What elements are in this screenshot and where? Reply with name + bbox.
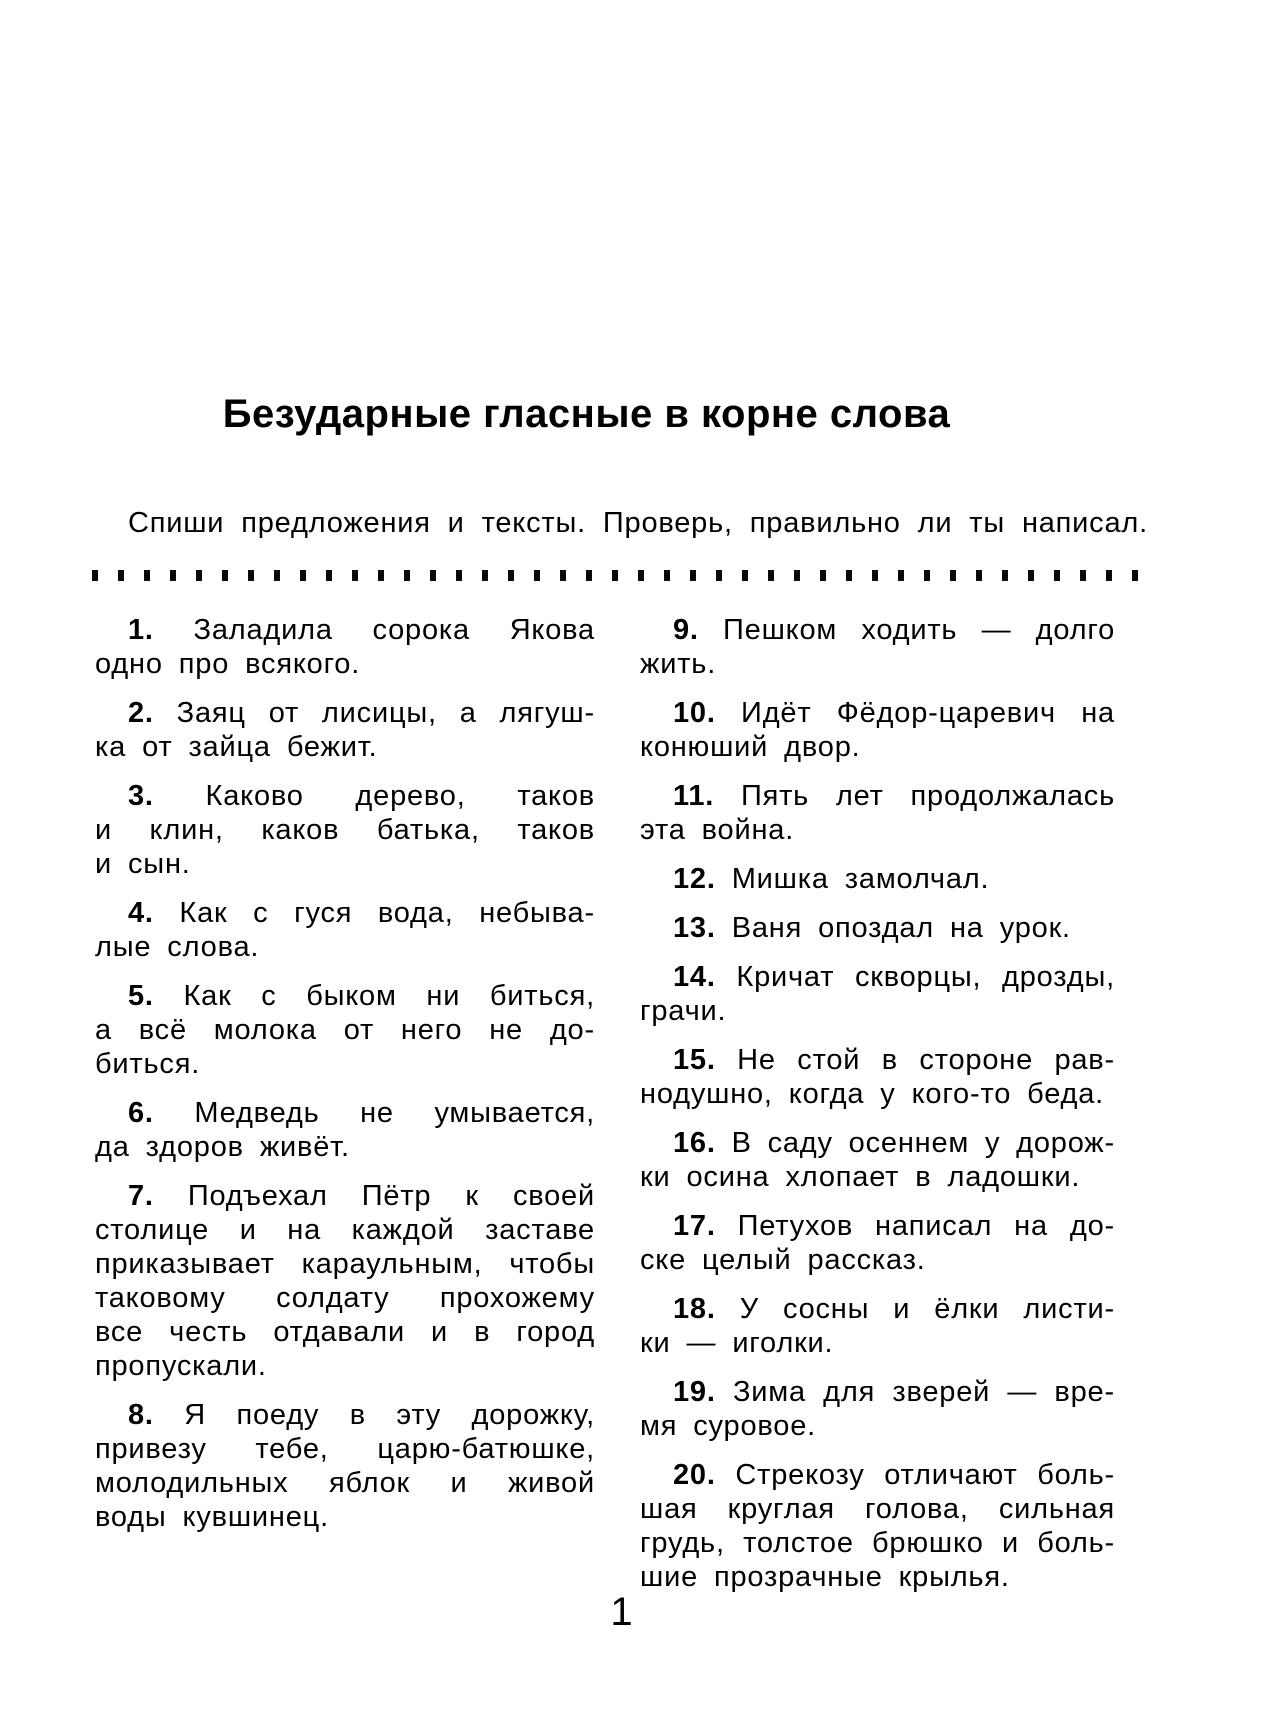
word: ладошки. — [947, 1161, 1081, 1193]
sentence-line — [640, 613, 1115, 647]
word: в — [349, 1399, 366, 1431]
right-column — [640, 613, 1115, 1594]
word: Стрекозу — [735, 1459, 865, 1491]
word: живой — [507, 1467, 595, 1499]
word: солдату — [276, 1282, 390, 1314]
word: сосны — [782, 1293, 870, 1325]
sentence-line — [95, 896, 595, 930]
word: ки — [640, 1161, 671, 1193]
word: шие — [640, 1561, 698, 1593]
word: мя — [640, 1410, 678, 1442]
word: Фёдор-царевич — [836, 697, 1056, 729]
word: лет — [835, 780, 884, 812]
sentence-line — [640, 647, 1115, 681]
sentence-line — [640, 1292, 1115, 1326]
word: дорож- — [1016, 1127, 1115, 1159]
item-number: 19. — [673, 1376, 716, 1408]
word: дерево, — [355, 780, 466, 812]
sentence-line — [95, 1281, 595, 1315]
word: всякого. — [245, 648, 361, 680]
sentence-line — [640, 1043, 1115, 1077]
word: опоздал — [818, 912, 934, 944]
word: брюшко — [872, 1527, 984, 1559]
item-number: 4. — [128, 897, 154, 929]
word: зайца — [188, 731, 271, 763]
sentence-line — [95, 1500, 595, 1534]
word: и — [450, 1467, 468, 1499]
sentence-item — [640, 1043, 1115, 1111]
item-number: 13. — [673, 912, 716, 944]
sentence-line — [95, 1047, 595, 1081]
item-number: 5. — [128, 980, 154, 1012]
word: суровое. — [693, 1410, 816, 1442]
item-number: 9. — [673, 614, 699, 646]
word: В — [731, 1127, 752, 1159]
word: Заяц — [176, 697, 246, 729]
item-number: 10. — [673, 697, 716, 729]
sentence-line — [640, 911, 1115, 945]
word: ка — [95, 731, 127, 763]
word: иголки. — [732, 1327, 834, 1359]
word: Медведь — [194, 1097, 320, 1129]
word: урок. — [999, 912, 1071, 944]
word: таков — [517, 814, 595, 846]
word: гуся — [294, 897, 353, 929]
word: да — [95, 1131, 130, 1163]
word: приказывает — [95, 1248, 275, 1280]
word: Петухов — [737, 1210, 854, 1242]
sentence-item — [640, 960, 1115, 1028]
item-number: 6. — [128, 1097, 154, 1129]
word: дрозды, — [1002, 961, 1115, 993]
word: прозрачные — [714, 1561, 883, 1593]
item-number: 12. — [673, 863, 716, 895]
sentence-line — [640, 1077, 1115, 1111]
word: вре- — [1054, 1376, 1115, 1408]
word: Пять — [740, 780, 810, 812]
sentence-item — [95, 696, 595, 764]
sentence-line — [640, 1492, 1115, 1526]
sentence-item — [640, 1209, 1115, 1277]
word: поеду — [236, 1399, 320, 1431]
sentence-line — [95, 1349, 595, 1383]
word: караульным, — [301, 1248, 483, 1280]
word: ни — [426, 980, 461, 1012]
item-number: 14. — [673, 961, 716, 993]
word: Пётр — [361, 1180, 432, 1212]
word: на — [949, 912, 984, 944]
sentence-item — [640, 1126, 1115, 1194]
word: батька, — [376, 814, 480, 846]
word: и — [95, 814, 112, 846]
word: а — [459, 697, 477, 729]
word: отличают — [884, 1459, 1018, 1491]
word: Как — [179, 897, 228, 929]
word: правильно — [749, 507, 901, 539]
sentence-item — [640, 1375, 1115, 1443]
word: ходить — [861, 614, 958, 646]
word: крылья. — [898, 1561, 1010, 1593]
sentence-line — [640, 862, 1115, 896]
word: город — [516, 1316, 595, 1348]
word: ёлки — [934, 1293, 1000, 1325]
word: в — [474, 1316, 491, 1348]
word: рассказ. — [807, 1244, 926, 1276]
word: грудь, — [640, 1527, 725, 1559]
sentence-line — [640, 1326, 1115, 1360]
sentence-line — [95, 1247, 595, 1281]
word: толстое — [743, 1527, 854, 1559]
word: стой — [797, 1044, 861, 1076]
word: нодушно, — [640, 1078, 773, 1110]
word: воды — [95, 1501, 167, 1533]
sentence-line — [640, 779, 1115, 813]
sentence-line — [640, 1560, 1115, 1594]
word: ли — [917, 507, 953, 539]
word: чтобы — [509, 1248, 595, 1280]
sentence-columns — [95, 613, 1115, 1594]
word: и — [1001, 1527, 1019, 1559]
word: и — [431, 1316, 449, 1348]
word: и — [95, 848, 112, 880]
sentence-item — [640, 696, 1115, 764]
sentence-item — [640, 1292, 1115, 1360]
instruction-text — [95, 506, 1148, 540]
sentence-line — [95, 1213, 595, 1247]
word: Кричат — [736, 961, 835, 993]
word: замолчал. — [844, 863, 990, 895]
word: Идёт — [741, 697, 812, 729]
word: Якова — [509, 614, 595, 646]
word: до- — [1069, 1210, 1115, 1242]
word: долго — [1035, 614, 1115, 646]
word: честь — [169, 1316, 248, 1348]
word: лягуш- — [499, 697, 595, 729]
word: война. — [701, 814, 795, 846]
left-column — [95, 613, 595, 1534]
sentence-line — [95, 1179, 595, 1213]
word: эту — [396, 1399, 442, 1431]
word: написал. — [1021, 507, 1148, 539]
word: на — [287, 1214, 322, 1246]
word: стороне — [919, 1044, 1033, 1076]
item-number: 2. — [128, 697, 154, 729]
item-number: 16. — [673, 1127, 716, 1159]
word: слова. — [167, 931, 260, 963]
sentence-item — [640, 862, 1115, 896]
word: в — [881, 1044, 898, 1076]
word: до- — [549, 1014, 595, 1046]
word: вода, — [377, 897, 454, 929]
word: Подъехал — [187, 1180, 328, 1212]
sentence-line — [640, 1526, 1115, 1560]
sentence-line — [95, 1096, 595, 1130]
word: Спиши — [128, 507, 225, 539]
sentence-item — [95, 1096, 595, 1164]
word: быком — [306, 980, 397, 1012]
word: Не — [737, 1044, 776, 1076]
word: столице — [95, 1214, 210, 1246]
sentence-line — [95, 1315, 595, 1349]
word: не — [489, 1014, 523, 1046]
word: предложения — [241, 507, 431, 539]
sentence-line — [95, 696, 595, 730]
sentence-line — [640, 960, 1115, 994]
sentence-line — [95, 847, 595, 881]
word: у — [880, 1078, 896, 1110]
word: в — [915, 1161, 932, 1193]
sentence-line — [95, 779, 595, 813]
word: с — [253, 897, 269, 929]
word: сильная — [998, 1493, 1115, 1525]
sentence-line — [640, 696, 1115, 730]
word: лые — [95, 931, 152, 963]
word: боль- — [1037, 1527, 1115, 1559]
word: скворцы, — [854, 961, 982, 993]
word: него — [400, 1014, 463, 1046]
word: Зима — [732, 1376, 806, 1408]
word: яблок — [328, 1467, 411, 1499]
word: молодильных — [95, 1467, 289, 1499]
sentence-line — [95, 813, 595, 847]
item-number: 17. — [673, 1210, 716, 1242]
sentence-line — [640, 1458, 1115, 1492]
sentence-item — [95, 896, 595, 964]
word: — — [981, 614, 1012, 646]
word: для — [823, 1376, 876, 1408]
word: сорока — [372, 614, 470, 646]
word: у — [984, 1127, 1001, 1159]
word: ты — [969, 507, 1006, 539]
word: привезу — [95, 1433, 207, 1465]
word: своей — [512, 1180, 595, 1212]
word: беда. — [1027, 1078, 1105, 1110]
word: — — [686, 1327, 717, 1359]
word: Пешком — [723, 614, 838, 646]
item-number: 7. — [128, 1180, 154, 1212]
word: таков — [517, 780, 595, 812]
word: от — [268, 697, 300, 729]
sentence-line — [640, 1160, 1115, 1194]
sentence-line — [640, 1126, 1115, 1160]
sentence-line — [95, 930, 595, 964]
word: хлопает — [785, 1161, 900, 1193]
word: биться, — [489, 980, 595, 1012]
word: про — [178, 648, 230, 680]
sentence-line — [95, 1432, 595, 1466]
word: голова, — [865, 1493, 969, 1525]
word: двор. — [784, 731, 861, 763]
item-number: 1. — [128, 614, 154, 646]
word: всё — [138, 1014, 187, 1046]
word: умывается, — [434, 1097, 595, 1129]
word: жить. — [640, 648, 717, 680]
word: Проверь, — [602, 507, 733, 539]
sentence-line — [95, 613, 595, 647]
sentence-line — [640, 1409, 1115, 1443]
word: небыва- — [479, 897, 595, 929]
word: Как — [183, 980, 232, 1012]
word: эта — [640, 814, 686, 846]
item-number: 8. — [128, 1399, 154, 1431]
word: все — [95, 1316, 144, 1348]
word: молока — [213, 1014, 317, 1046]
word: конюший — [640, 731, 769, 763]
word: ки — [640, 1327, 671, 1359]
word: на — [1081, 697, 1115, 729]
sentence-item — [95, 979, 595, 1081]
word: когда — [788, 1078, 865, 1110]
sentence-line — [95, 1466, 595, 1500]
page-number: 1 — [610, 1590, 633, 1634]
word: шая — [640, 1493, 698, 1525]
item-number: 15. — [673, 1044, 716, 1076]
word: дорожку, — [471, 1399, 595, 1431]
sentence-line — [95, 1398, 595, 1432]
word: сын. — [128, 848, 191, 880]
sentence-line — [640, 1375, 1115, 1409]
sentence-line — [640, 813, 1115, 847]
word: — — [1007, 1376, 1038, 1408]
word: каждой — [351, 1214, 455, 1246]
word: лисицы, — [321, 697, 437, 729]
word: от — [343, 1014, 375, 1046]
word: Я — [184, 1399, 207, 1431]
word: биться. — [95, 1048, 201, 1080]
word: одно — [95, 648, 163, 680]
page-title: Безударные гласные в корне слова — [222, 392, 951, 436]
word: от — [142, 731, 173, 763]
sentence-line — [640, 994, 1115, 1028]
sentence-item — [95, 1398, 595, 1534]
word: продолжалась — [910, 780, 1115, 812]
dotted-separator — [92, 570, 1145, 581]
word: пропускали. — [95, 1350, 267, 1382]
item-number: 20. — [673, 1459, 716, 1491]
word: боль- — [1037, 1459, 1115, 1491]
word: царю-батюшке, — [377, 1433, 595, 1465]
word: тексты. — [481, 507, 586, 539]
word: осина — [686, 1161, 770, 1193]
sentence-line — [95, 1013, 595, 1047]
sentence-line — [95, 730, 595, 764]
word: и — [447, 507, 465, 539]
word: прохожему — [439, 1282, 595, 1314]
sentence-line — [95, 979, 595, 1013]
item-number: 11. — [673, 780, 715, 812]
word: грачи. — [640, 995, 727, 1027]
sentence-item — [640, 613, 1115, 681]
sentence-item — [640, 911, 1115, 945]
word: заставе — [485, 1214, 595, 1246]
sentence-line — [95, 1130, 595, 1164]
word: Мишка — [731, 863, 829, 895]
item-number: 18. — [673, 1293, 716, 1325]
word: написал — [875, 1210, 993, 1242]
sentence-line — [640, 730, 1115, 764]
word: У — [739, 1293, 759, 1325]
word: листи- — [1023, 1293, 1115, 1325]
sentence-item — [95, 613, 595, 681]
word: Заладила — [193, 614, 333, 646]
sentence-item — [640, 779, 1115, 847]
word: здоров — [145, 1131, 244, 1163]
word: каков — [261, 814, 340, 846]
item-number: 3. — [128, 780, 154, 812]
word: клин, — [149, 814, 224, 846]
word: зверей — [892, 1376, 991, 1408]
word: саду — [767, 1127, 833, 1159]
word: тебе, — [255, 1433, 329, 1465]
word: не — [360, 1097, 394, 1129]
word: живёт. — [259, 1131, 350, 1163]
word: таковому — [95, 1282, 226, 1314]
word: и — [893, 1293, 911, 1325]
word: Ваня — [731, 912, 803, 944]
word: на — [1014, 1210, 1048, 1242]
sentence-item — [640, 1458, 1115, 1594]
word: целый — [702, 1244, 792, 1276]
word: рав- — [1054, 1044, 1115, 1076]
sentence-line — [95, 647, 595, 681]
word: отдавали — [273, 1316, 405, 1348]
sentence-item — [95, 779, 595, 881]
word: к — [465, 1180, 479, 1212]
sentence-item — [95, 1179, 595, 1383]
word: а — [95, 1014, 112, 1046]
word: осеннем — [848, 1127, 970, 1159]
sentence-line — [640, 1243, 1115, 1277]
word: кувшинец. — [182, 1501, 329, 1533]
sentence-line — [640, 1209, 1115, 1243]
word: кого-то — [911, 1078, 1012, 1110]
word: и — [239, 1214, 257, 1246]
word: круглая — [727, 1493, 835, 1525]
word: с — [261, 980, 277, 1012]
word: Каково — [205, 780, 304, 812]
word: ске — [640, 1244, 687, 1276]
word: бежит. — [286, 731, 378, 763]
